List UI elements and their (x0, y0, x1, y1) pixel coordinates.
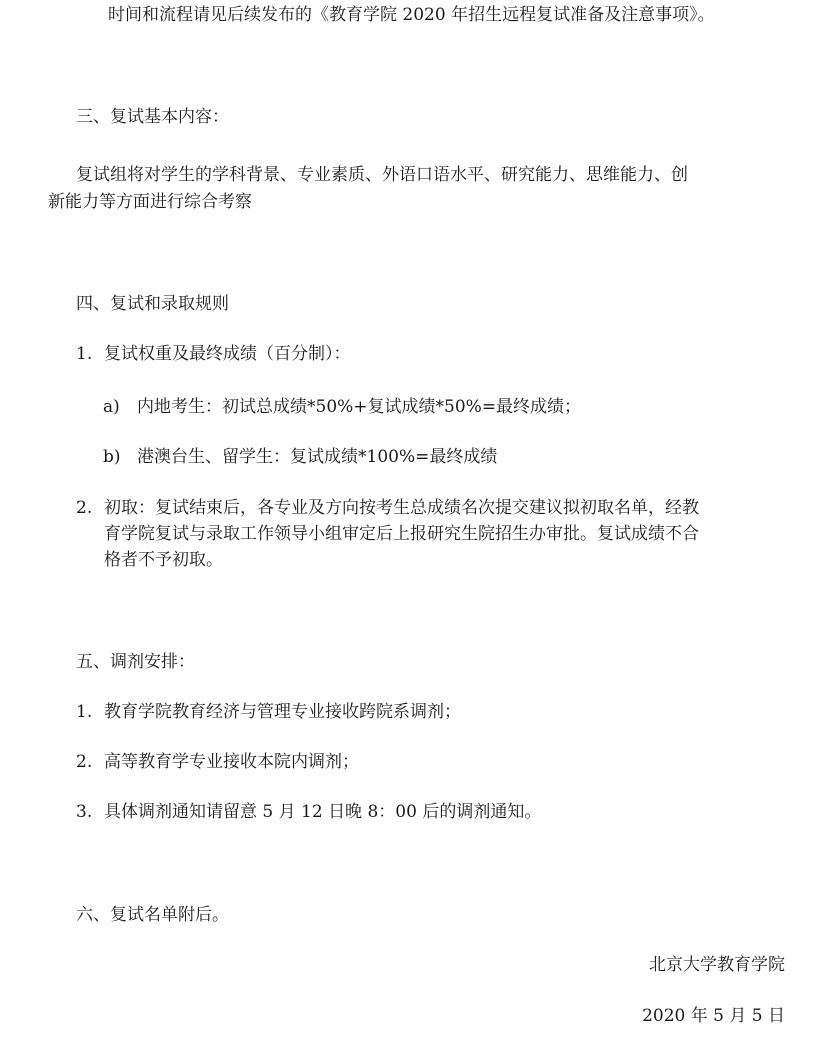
signature-organization: 北京大学教育学院 (649, 955, 785, 975)
item-text: 复试权重及最终成绩（百分制）： (104, 344, 351, 364)
item-number: 1. (76, 344, 93, 364)
section-3-heading: 三、复试基本内容： (76, 107, 229, 127)
sub-item-text: 内地考生：初试总成绩*50%+复试成绩*50%=最终成绩； (137, 397, 582, 417)
section-5-item-2 (76, 749, 359, 776)
section-5-item-1 (76, 699, 461, 726)
item-text: 初取：复试结束后，各专业及方向按考生总成绩名次提交建议拟初取名单，经教 (104, 498, 699, 518)
section-6-heading: 六、复试名单附后。 (76, 905, 229, 925)
section-3-body-line-2: 新能力等方面进行综合考察 (48, 192, 252, 212)
item-number: 2. (76, 752, 93, 772)
item-text: 高等教育学专业接收本院内调剂； (104, 752, 359, 772)
intro-line: 时间和流程请见后续发布的《教育学院 2020 年招生远程复试准备及注意事项》。 (108, 5, 715, 25)
sub-item-text: 港澳台生、留学生：复试成绩*100%=最终成绩 (137, 447, 498, 467)
section-4-heading: 四、复试和录取规则 (76, 294, 229, 314)
section-4-item-1 (76, 341, 351, 368)
section-4-item-2-line-3: 格者不予初取。 (104, 550, 223, 570)
item-number: 1. (76, 702, 93, 722)
section-5-item-3 (76, 799, 541, 826)
sub-item-marker: a) (103, 397, 120, 417)
section-3-body-line-1: 复试组将对学生的学科背景、专业素质、外语口语水平、研究能力、思维能力、创 (76, 165, 688, 185)
section-4-sub-a (103, 394, 581, 421)
section-4-sub-b (103, 444, 497, 471)
section-4-item-2-line-2: 育学院复试与录取工作领导小组审定后上报研究生院招生办审批。复试成绩不合 (104, 524, 699, 544)
section-4-item-2-line-1 (76, 495, 699, 522)
item-text: 教育学院教育经济与管理专业接收跨院系调剂； (104, 702, 461, 722)
item-text: 具体调剂通知请留意 5 月 12 日晚 8：00 后的调剂通知。 (104, 802, 542, 822)
sub-item-marker: b) (103, 447, 121, 467)
item-number: 3. (76, 802, 93, 822)
signature-date: 2020 年 5 月 5 日 (642, 1006, 785, 1026)
item-number: 2. (76, 498, 93, 518)
section-5-heading: 五、调剂安排： (76, 652, 195, 672)
